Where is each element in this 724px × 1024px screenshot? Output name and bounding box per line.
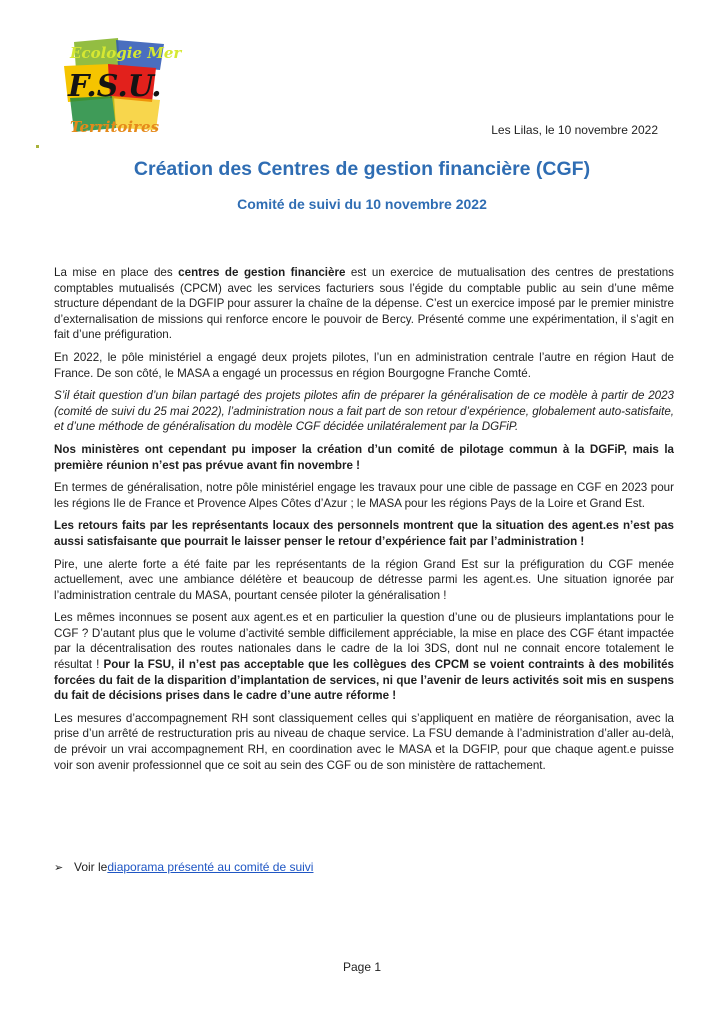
paragraph-7: Pire, une alerte forte a été faite par les représentants de la région Grand Est sur la préfiguration du CGF menée actuellement, avec une ambiance délétère et beaucoup de détresse parmi les agent.es. Une situation ignorée par l’administration centrale du MASA, pourtant censée piloter la généralisation !: [54, 557, 674, 602]
paragraph-3: S’il était question d’un bilan partagé des projets pilotes afin de préparer la généralisation de ce modèle à partir de 2023 (comité de suivi du 25 mai 2022), l’administration nous a fait part de son retour d’expérience, globalement auto-satisfaite, et d’une méthode de généralisation du modèle CGF décidée unilatéralement par la DGFiP.: [54, 389, 674, 434]
link-prefix: Voir le: [74, 860, 108, 874]
fsu-logo: [60, 36, 182, 138]
document-body: [54, 265, 674, 780]
paragraph-1: La mise en place des centres de gestion financière est un exercice de mutualisation des centres de prestations comptables mutualisés (CPCM) avec les services facturiers sous l’égide du comptable public au sein d’une même structure dépendant de la DGFIP pour assurer la chaîne de la dépense. C’est un exercice imposé par le premier ministre d’externalisation de missions qui renforce encore le pouvoir de Bercy. Présenté comme une expérimentation, il s’agit en fait d’une préfiguration.: [54, 266, 674, 342]
paragraph-2: En 2022, le pôle ministériel a engagé deux projets pilotes, l’un en administration centrale l’autre en région Haut de France. De son côté, le MASA a engagé un processus en région Bourgogne Franche Comté.: [54, 350, 674, 380]
logo-top-text: Ecologie Mer: [70, 44, 182, 62]
paragraph-6: Les retours faits par les représentants locaux des personnels montrent que la situation des agent.es n’est pas aussi satisfaisante que pourrait le laisser penser le retour d’expérience fait par l’administration !: [54, 519, 674, 548]
slideshow-link[interactable]: diaporama présenté au comité de suivi: [107, 860, 314, 874]
paragraph-9: Les mesures d’accompagnement RH sont classiquement celles qui s’appliquent en matière de réorganisation, avec la prise d’un arrêté de restructuration pris au niveau de chaque service. La FSU demande à l’administration d’aller au-delà, de prévoir un vrai accompagnement RH, en coordination avec le MASA et la DGFIP, pour que chaque agent.e puisse voir son avenir professionnel que ce soit au sein des CGF ou de son ministère de rattachement.: [54, 711, 674, 772]
logo-main-text: F.S.U.: [68, 69, 162, 104]
arrow-bullet-icon: ➢: [54, 861, 64, 874]
slideshow-link-line: [54, 860, 313, 874]
logo-bottom-text: Territoires: [70, 118, 160, 136]
logo-dot: [36, 145, 39, 148]
document-date: Les Lilas, le 10 novembre 2022: [491, 123, 658, 137]
paragraph-5: En termes de généralisation, notre pôle ministériel engage les travaux pour une cible de passage en CGF en 2023 pour les régions Ile de France et Provence Alpes Côtes d’Azur ; le MASA pour les régions Pays de la Loire et Grand Est.: [54, 481, 674, 510]
document-subtitle: Comité de suivi du 10 novembre 2022: [237, 196, 487, 212]
page-number: Page 1: [342, 960, 382, 974]
paragraph-4: Nos ministères ont cependant pu imposer la création d’un comité de pilotage commun à la DGFiP, mais la première réunion n’est pas prévue avant fin novembre !: [54, 442, 674, 472]
document-title: Création des Centres de gestion financière (CGF): [133, 158, 591, 180]
paragraph-8: Les mêmes inconnues se posent aux agent.es et en particulier la question d’une ou de plusieurs implantations pour le CGF ? D’autant plus que le volume d’activité semble difficilement appréciable, la mise en place des CGF étant impactée par la décentralisation des routes nationales dans le cadre de la loi 3DS, dont nul ne connait encore totalement le résultat ! Pour la FSU, il n’est pas acceptable que les collègues des CPCM se voient contraints à des mobilités forcées du fait de la disparition d’implantation de services, ni que l’avenir de leurs activités soit mis en suspens du fait de décisions prises dans le cadre d’une autre réforme !: [54, 611, 674, 703]
